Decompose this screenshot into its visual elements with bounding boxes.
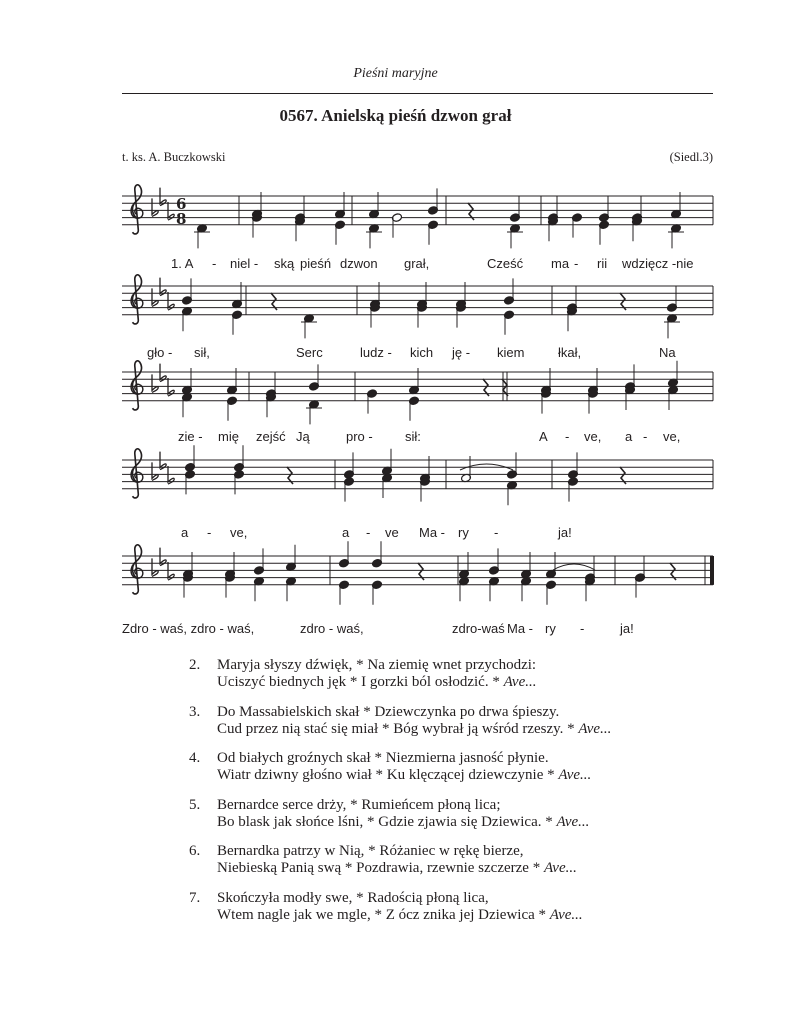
- verse-line: Bernardka patrzy w Nią, * Różaniec w rękę bierze,: [217, 843, 524, 859]
- verse-line: Do Massabielskich skał * Dziewczynka po drwa śpieszy.: [217, 703, 560, 720]
- ave-refrain-cue: Ave...: [556, 813, 590, 830]
- lyric-syllable: -: [366, 525, 371, 540]
- treble-clef-icon: [131, 185, 143, 234]
- lyric-syllable: ry: [458, 525, 469, 540]
- lyric-syllable: -: [207, 525, 212, 540]
- lyric-syllable: ja!: [558, 525, 572, 540]
- lyric-syllable: zie -: [178, 429, 203, 444]
- lyric-syllable: Zdro - waś, zdro - waś,: [122, 621, 255, 636]
- lyric-syllable: wdzięcz -nie: [622, 256, 694, 271]
- flat-icon: [152, 558, 158, 576]
- ave-refrain-cue: Ave...: [549, 906, 583, 923]
- lyric-syllable: kiem: [497, 345, 525, 360]
- treble-clef-icon: [131, 545, 143, 594]
- lyric-syllable: kich: [410, 345, 434, 360]
- verse-line: Wtem nagle jak we mgle, * Z ócz znika jej Dziewica * Ave...: [217, 906, 583, 923]
- lyric-syllable: ve,: [584, 429, 602, 444]
- lyrics-line-5: [122, 621, 722, 641]
- lyrics-line-2: [122, 345, 722, 365]
- verse-line: Bernardce serce drży, * Rumieńcem płoną lica;: [217, 796, 501, 813]
- verse-line: Od białych groźnych skał * Niezmierna jasność płynie.: [217, 750, 549, 766]
- verse-number: 6.: [189, 843, 201, 859]
- lyric-syllable: a: [181, 525, 189, 540]
- ave-refrain-cue: Ave...: [558, 767, 592, 783]
- verse-line: Wiatr dziwny głośno wiał * Ku klęczącej dziewczynie * Ave...: [217, 767, 592, 783]
- author-credit: t. ks. A. Buczkowski: [122, 150, 226, 164]
- final-barline: [710, 556, 714, 585]
- lyric-syllable: pieśń: [300, 256, 332, 271]
- time-signature-denominator: 8: [176, 210, 187, 228]
- lyric-syllable: dzwon: [340, 256, 378, 271]
- lyric-syllable: sił:: [405, 429, 421, 444]
- running-header: Pieśni maryjne: [353, 66, 438, 81]
- lyric-syllable: sił,: [194, 345, 210, 360]
- lyrics-line-4: [122, 525, 722, 545]
- lyric-syllable: ję -: [452, 345, 471, 360]
- verse-line: Bo blask jak słońce lśni, * Gdzie zjawia się Dziewica. * Ave...: [217, 813, 590, 830]
- ave-refrain-cue: Ave...: [503, 674, 537, 690]
- flat-icon: [152, 288, 158, 306]
- flat-icon: [152, 462, 158, 480]
- lyric-syllable: -: [565, 429, 570, 444]
- lyric-syllable: -: [574, 256, 579, 271]
- lyric-syllable: rii: [597, 256, 608, 271]
- lyric-syllable: Ma -: [507, 621, 533, 636]
- lyric-syllable: Serc: [296, 345, 323, 360]
- lyric-syllable: zdro - waś,: [300, 621, 364, 636]
- verse-number: 4.: [189, 750, 201, 766]
- lyric-syllable: -: [580, 621, 585, 636]
- verse-line: Cud przez nią stać się miał * Bóg wybrał ją wśród rzeszy. * Ave...: [217, 720, 612, 737]
- lyric-syllable: zejść: [256, 429, 286, 444]
- lyrics-line-3: [122, 429, 722, 449]
- lyric-syllable: 1. A: [171, 256, 194, 271]
- verse-line: Maryja słyszy dźwięk, * Na ziemię wnet przychodzi:: [217, 657, 537, 673]
- lyric-syllable: ve: [385, 525, 399, 540]
- lyric-syllable: ve,: [230, 525, 248, 540]
- lyric-syllable: -: [494, 525, 499, 540]
- treble-clef-icon: [131, 449, 143, 498]
- lyric-syllable: pro -: [346, 429, 373, 444]
- lyric-syllable: niel -: [230, 256, 259, 271]
- lyric-syllable: ja!: [620, 621, 634, 636]
- lyric-syllable: ską: [274, 256, 295, 271]
- lyric-syllable: grał,: [404, 256, 430, 271]
- verse-line: Niebieską Panią swą * Pozdrawia, rzewnie szczerze * Ave...: [217, 860, 577, 876]
- verse-number: 7.: [189, 889, 201, 906]
- time-signature-numerator: 6: [176, 195, 187, 213]
- lyric-syllable: ry: [545, 621, 556, 636]
- lyric-syllable: łkał,: [558, 345, 582, 360]
- lyric-syllable: ma: [551, 256, 570, 271]
- lyric-syllable: a: [625, 429, 633, 444]
- verse-line: Uciszyć biednych jęk * I gorzki ból osłodzić. * Ave...: [217, 674, 537, 690]
- song-title: 0567. Anielską pieśń dzwon grał: [279, 106, 512, 125]
- lyric-syllable: gło -: [147, 345, 173, 360]
- verse-line: Skończyła modły swe, * Radością płoną lica,: [217, 889, 489, 906]
- slur: [553, 564, 595, 570]
- verse-number: 5.: [189, 796, 201, 813]
- treble-clef-icon: [131, 361, 143, 410]
- verse-number: 2.: [189, 657, 201, 673]
- ave-refrain-cue: Ave...: [543, 860, 577, 876]
- lyric-syllable: -: [212, 256, 217, 271]
- flat-icon: [152, 198, 158, 216]
- source-reference: (Siedl.3): [669, 150, 713, 164]
- lyric-syllable: mię: [218, 429, 239, 444]
- lyric-syllable: Na: [659, 345, 676, 360]
- lyric-syllable: ve,: [663, 429, 681, 444]
- lyric-syllable: -: [643, 429, 648, 444]
- lyric-syllable: A: [539, 429, 548, 444]
- lyric-syllable: ludz -: [360, 345, 392, 360]
- lyric-syllable: Ma -: [419, 525, 445, 540]
- lyric-syllable: Ją: [296, 429, 310, 444]
- lyrics-line-1: [122, 256, 722, 276]
- verse-number: 3.: [189, 703, 201, 720]
- flat-icon: [152, 374, 158, 392]
- ave-refrain-cue: Ave...: [578, 720, 612, 737]
- treble-clef-icon: [131, 275, 143, 324]
- lyric-syllable: zdro-waś: [452, 621, 505, 636]
- lyric-syllable: a: [342, 525, 350, 540]
- lyric-syllable: Cześć: [487, 256, 524, 271]
